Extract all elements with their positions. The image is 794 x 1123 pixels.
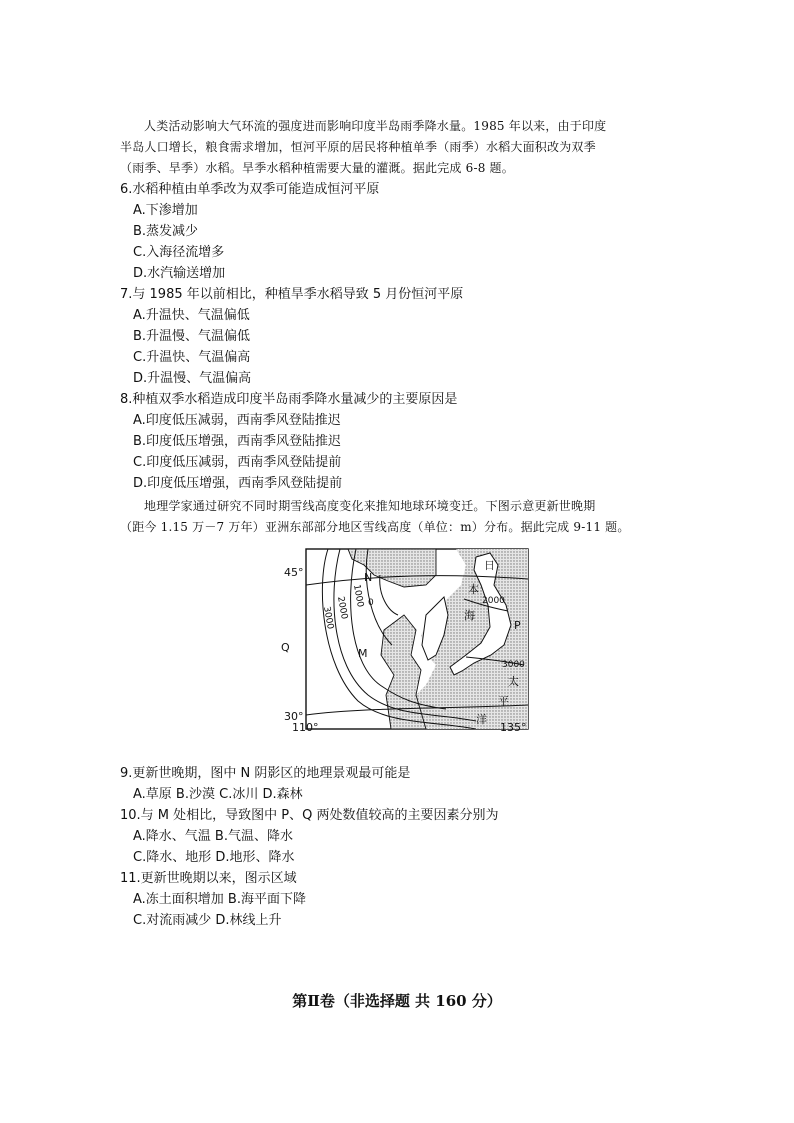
question-6-option-c: C.入海径流增多 — [133, 245, 225, 260]
point-label-n: N — [364, 571, 373, 584]
question-11-options-cd: C.对流雨减少 D.林线上升 — [133, 913, 282, 928]
question-10-options-cd: C.降水、地形 D.地形、降水 — [133, 850, 295, 865]
question-7-option-a: A.升温快、气温偏低 — [133, 308, 250, 323]
question-7-stem: 7.与 1985 年以前相比，种植旱季水稻导致 5 月份恒河平原 — [120, 287, 464, 302]
sea-label-hai: 海 — [464, 609, 475, 622]
passage2-line1: 地理学家通过研究不同时期雪线高度变化来推知地球环境变迁。下图示意更新世晚期 — [144, 499, 596, 513]
question-6-option-a: A.下渗增加 — [133, 203, 198, 218]
sea-label-ben: 本 — [468, 583, 479, 596]
question-8-option-a: A.印度低压减弱，西南季风登陆推迟 — [133, 413, 341, 428]
sea-label-ri: 日 — [484, 559, 495, 572]
question-7-option-b: B.升温慢、气温偏低 — [133, 329, 251, 344]
section-title: 第Ⅱ卷（非选择题 共 160 分） — [292, 992, 502, 1010]
question-11-options-ab: A.冻土面积增加 B.海平面下降 — [133, 892, 306, 907]
contour-label-1000: 1000 — [351, 583, 365, 609]
question-7-option-d: D.升温慢、气温偏高 — [133, 371, 252, 386]
sea-label-yang: 洋 — [476, 713, 487, 726]
snowline-map — [276, 545, 530, 731]
contour-label-3000-east: 3000 — [502, 660, 525, 670]
question-8-option-c: C.印度低压减弱，西南季风登陆提前 — [133, 455, 342, 470]
passage1-line1: 人类活动影响大气环流的强度进而影响印度半岛雨季降水量。1985 年以来，由于印度 — [144, 119, 607, 133]
question-6-option-d: D.水汽输送增加 — [133, 266, 226, 281]
contour-label-0: 0 — [368, 598, 374, 608]
lat-label-30: 30° — [284, 710, 304, 723]
contour-label-3000-west: 3000 — [321, 605, 335, 631]
sea-label-ping: 平 — [498, 695, 509, 708]
lon-label-135: 135° — [500, 721, 527, 731]
point-label-q: Q — [281, 641, 290, 654]
passage2-line2: （距今 1.15 万－7 万年）亚洲东部部分地区雪线高度（单位：m）分布。据此完成 9-11 题。 — [120, 520, 630, 534]
contour-label-2000-east: 2000 — [482, 596, 505, 606]
question-10-options-ab: A.降水、气温 B.气温、降水 — [133, 829, 293, 844]
question-11-stem: 11.更新世晚期以来，图示区域 — [120, 871, 297, 886]
question-8-option-d: D.印度低压增强，西南季风登陆提前 — [133, 476, 343, 491]
question-6-option-b: B.蒸发减少 — [133, 224, 199, 239]
question-6-stem: 6.水稻种植由单季改为双季可能造成恒河平原 — [120, 182, 380, 197]
point-label-p: P — [514, 619, 521, 632]
question-9-options: A.草原 B.沙漠 C.冰川 D.森林 — [133, 787, 303, 802]
lat-label-45: 45° — [284, 566, 304, 579]
sea-label-tai: 太 — [508, 675, 519, 688]
question-10-stem: 10.与 M 处相比，导致图中 P、Q 两处数值较高的主要因素分别为 — [120, 808, 499, 823]
contour-label-2000-west: 2000 — [335, 595, 349, 621]
lon-label-110: 110° — [292, 721, 319, 731]
passage1-line3: （雨季、旱季）水稻。旱季水稻种植需要大量的灌溉。据此完成 6-8 题。 — [120, 161, 514, 175]
passage1-line2: 半岛人口增长，粮食需求增加，恒河平原的居民将种植单季（雨季）水稻大面积改为双季 — [120, 140, 596, 154]
question-8-stem: 8.种植双季水稻造成印度半岛雨季降水量减少的主要原因是 — [120, 392, 458, 407]
question-9-stem: 9.更新世晚期，图中 N 阴影区的地理景观最可能是 — [120, 766, 411, 781]
question-8-option-b: B.印度低压增强，西南季风登陆推迟 — [133, 434, 342, 449]
question-7-option-c: C.升温快、气温偏高 — [133, 350, 251, 365]
point-label-m: M — [358, 647, 368, 660]
